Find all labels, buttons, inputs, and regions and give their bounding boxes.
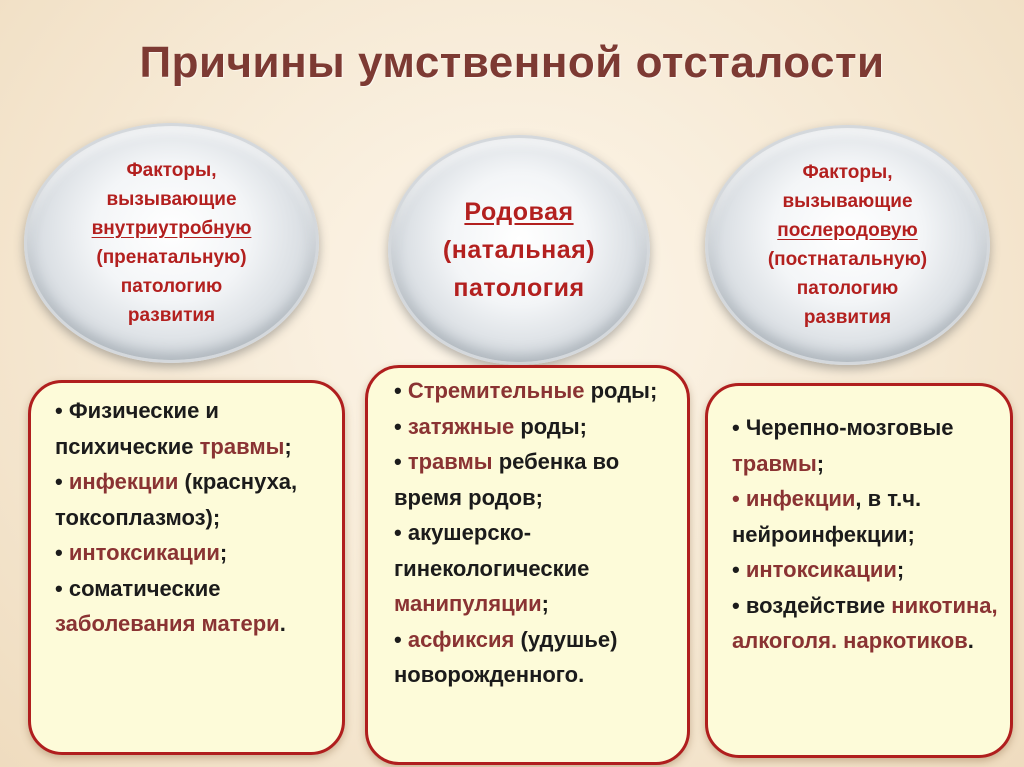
list-item-text: ; — [284, 433, 292, 459]
oval-line: (постнатальную) — [767, 249, 928, 270]
list-item-text: Стремительные — [407, 378, 585, 403]
natal-pathology-label — [443, 193, 595, 307]
bullet-marker: • — [394, 449, 408, 474]
list-item-text: травмы — [407, 449, 493, 474]
list-item-text: роды; — [514, 413, 588, 439]
list-item-text: Физические и психические — [55, 398, 219, 459]
oval-line: внутриутробную — [91, 218, 252, 239]
list-item — [732, 588, 1000, 659]
bullet-marker: • — [732, 557, 746, 582]
oval-line: патологию — [796, 278, 899, 299]
list-item-text: . — [967, 628, 974, 653]
list-item-text: ; — [896, 557, 905, 582]
oval-line: развития — [127, 305, 216, 326]
oval-line: развития — [803, 307, 892, 328]
list-item-text: манипуляции — [394, 591, 542, 616]
natal-pathology-oval — [388, 135, 650, 365]
list-item-text: ; — [816, 450, 825, 476]
list-item — [394, 622, 675, 693]
list-item — [732, 552, 1000, 588]
list-item-text: роды; — [584, 378, 658, 403]
list-item-text: асфиксия — [407, 626, 515, 652]
bullet-marker: • — [394, 413, 408, 439]
list-item-text: травмы — [199, 433, 285, 459]
list-item-text: (краснуха, токсоплазмоз); — [55, 469, 298, 530]
prenatal-causes-list — [28, 380, 345, 755]
bullet-marker: • — [55, 575, 69, 601]
list-item-text: ; — [219, 540, 228, 565]
list-item-text: ребенка во время родов; — [394, 449, 620, 510]
oval-line: Факторы, — [126, 160, 217, 181]
list-item-text: акушерско-гинекологические — [394, 520, 590, 581]
oval-line: (натальная) — [442, 236, 596, 264]
list-item — [55, 571, 330, 642]
oval-line: Факторы, — [802, 162, 893, 183]
postnatal-factors-label — [768, 158, 927, 332]
list-item — [394, 373, 675, 409]
bullet-marker: • — [732, 486, 746, 511]
oval-line: патологию — [120, 276, 223, 297]
bullet-marker: • — [394, 378, 408, 403]
oval-line: послеродовую — [777, 220, 918, 241]
prenatal-factors-oval — [24, 123, 319, 363]
oval-line: Родовая — [464, 198, 574, 226]
list-item-text: . — [279, 611, 286, 636]
list-item — [55, 464, 330, 535]
bullet-marker: • — [55, 540, 69, 565]
list-item-text: никотина, алкоголя. наркотиков — [732, 592, 998, 653]
page-title: Причины умственной отсталости — [139, 38, 885, 87]
bullet-marker: • — [732, 415, 746, 440]
list-item-text: , в т.ч. нейроинфекции; — [732, 486, 922, 547]
list-item-text: (удушье) новорожденного. — [394, 626, 618, 687]
prenatal-factors-label — [92, 156, 252, 330]
bullet-marker: • — [394, 626, 408, 652]
oval-line: вызывающие — [106, 189, 237, 210]
list-item-text: инфекции — [68, 469, 179, 494]
list-item-text: соматические — [68, 575, 221, 601]
list-item — [55, 393, 330, 464]
list-item — [394, 515, 675, 622]
list-item-text: инфекции — [745, 486, 856, 511]
list-item-text: заболевания матери — [55, 611, 280, 636]
oval-line: патология — [453, 274, 585, 302]
list-item-text: воздействие — [745, 592, 892, 618]
list-item — [732, 410, 1000, 481]
bullet-marker: • — [55, 398, 69, 423]
bullet-marker: • — [55, 469, 69, 494]
postnatal-factors-oval — [705, 125, 990, 365]
list-item — [394, 409, 675, 445]
list-item-text: интоксикации — [745, 557, 897, 582]
list-item — [394, 444, 675, 515]
oval-line: (пренатальную) — [96, 247, 247, 268]
list-item-text: травмы — [732, 450, 817, 476]
list-item-text: ; — [541, 591, 549, 616]
bullet-marker: • — [732, 592, 746, 618]
bullet-marker: • — [394, 520, 408, 545]
oval-line: вызывающие — [782, 191, 913, 212]
list-item-text: затяжные — [407, 413, 515, 439]
list-item — [732, 481, 1000, 552]
list-item — [55, 535, 330, 571]
list-item-text: интоксикации — [68, 540, 220, 565]
list-item-text: Черепно-мозговые — [745, 415, 954, 440]
postnatal-causes-list — [705, 383, 1013, 758]
natal-causes-list — [365, 365, 690, 765]
